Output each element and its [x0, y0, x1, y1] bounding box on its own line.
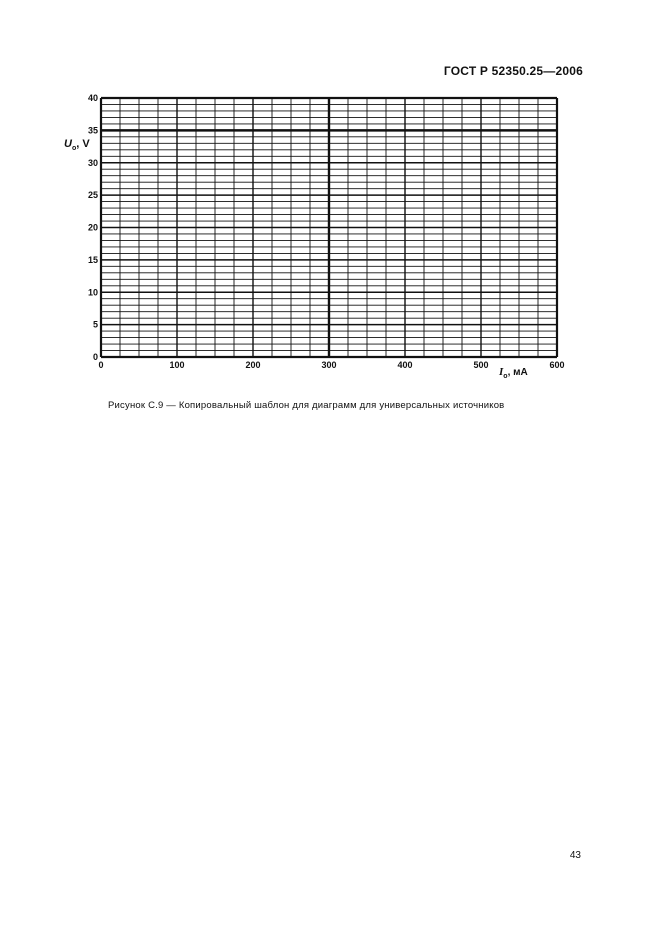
- x-tick-label: 300: [321, 360, 337, 370]
- chart-grid: [101, 98, 557, 357]
- x-tick-label: 500: [473, 360, 489, 370]
- y-tick-label: 0: [92, 352, 98, 362]
- x-axis-label: [498, 366, 528, 380]
- template-chart: [0, 0, 661, 400]
- y-axis-label: [64, 138, 90, 152]
- y-axis-unit: , V: [76, 138, 90, 150]
- y-tick-label: 25: [87, 190, 98, 201]
- y-axis-subscript: o: [71, 145, 77, 152]
- chart-tick-labels: [88, 93, 565, 370]
- document-standard-header: ГОСТ Р 52350.25—2006: [443, 64, 583, 78]
- y-tick-label: 5: [92, 319, 98, 330]
- figure-caption: Рисунок С.9 — Копировальный шаблон для диаграмм для универсальных источников: [108, 400, 505, 411]
- y-axis-symbol: U: [64, 138, 72, 150]
- x-tick-label: 0: [98, 360, 104, 370]
- x-tick-label: 100: [169, 360, 185, 370]
- x-axis-unit: , мА: [507, 367, 528, 378]
- y-tick-label: 30: [87, 157, 98, 168]
- x-tick-label: 200: [245, 360, 261, 370]
- y-tick-label: 10: [87, 287, 98, 298]
- y-tick-label: 15: [87, 254, 98, 265]
- y-tick-label: 20: [87, 222, 98, 233]
- page-number: 43: [569, 850, 581, 861]
- y-tick-label: 40: [87, 93, 98, 103]
- x-tick-label: 600: [549, 360, 565, 370]
- x-axis-subscript: o: [503, 373, 508, 380]
- y-tick-label: 35: [87, 125, 98, 136]
- x-tick-label: 400: [397, 360, 413, 370]
- x-axis-symbol: I: [499, 366, 504, 378]
